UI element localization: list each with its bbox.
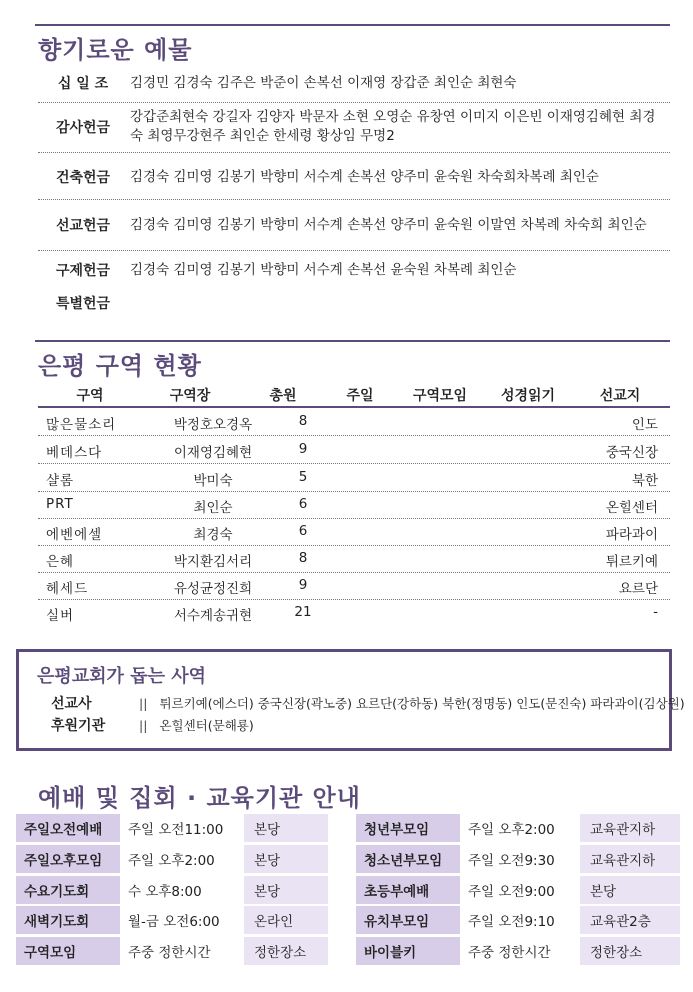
zone-leader: 유성균정진희	[173, 581, 253, 597]
schedule-title: 예배 및 집회 · 교육기관 안내	[38, 784, 361, 812]
zone-leader: 이재영김혜현	[173, 445, 253, 461]
offering-row-building	[38, 166, 668, 188]
divider	[38, 250, 670, 251]
zone-leader: 최인순	[193, 500, 233, 516]
zone-mission: -	[653, 604, 658, 620]
offering-names: 강갑준최현숙 강길자 김양자 박문자 소현 오영순 유창연 이미지 이은빈 이재영김혜현 최경숙 최영무강현주 최인순 한세령 황상임 무명2	[130, 109, 656, 144]
schedule-time: 주중 정한시간	[460, 937, 580, 965]
schedule-name: 구역모임	[16, 937, 120, 965]
schedule-name: 청년부모임	[356, 814, 460, 842]
offering-names: 김경숙 김미영 김봉기 박향미 서수계 손복선 양주미 윤숙원 차숙희차복례 최인순	[130, 168, 599, 185]
support-label: 후원기관	[51, 718, 106, 734]
zone-name: PRT	[46, 496, 74, 512]
schedule-name: 유치부모임	[356, 906, 460, 934]
schedule-time: 주일 오후2:00	[120, 845, 244, 873]
zone-name: 에벤에셀	[46, 527, 103, 543]
schedule-place: 정한장소	[580, 937, 680, 965]
zones-table-header	[38, 382, 670, 408]
header-mission: 선교지	[599, 388, 641, 404]
schedule-name: 주일오후모임	[16, 845, 120, 873]
offering-names: 김경숙 김미영 김봉기 박향미 서수계 손복선 양주미 윤숙원 이말연 차복례 차숙희 최인순	[130, 216, 647, 233]
schedule-name: 청소년부모임	[356, 845, 460, 873]
table-row	[38, 572, 670, 600]
zone-total: 5	[298, 469, 308, 485]
header-total: 총원	[269, 388, 297, 404]
zone-mission: 중국신장	[605, 445, 658, 461]
table-row	[38, 491, 670, 519]
zones-title: 은평 구역 현황	[38, 352, 202, 380]
support-separator: ||	[139, 717, 148, 733]
schedule-place: 본당	[244, 876, 328, 904]
zones-top-rule	[35, 340, 670, 342]
zone-leader: 서수계송귀현	[173, 608, 253, 624]
offering-row-relief	[38, 259, 668, 281]
schedule-time: 주중 정한시간	[120, 937, 244, 965]
offering-row-mission	[38, 205, 668, 245]
offering-names: 김경민 김경숙 김주은 박준이 손복선 이재영 장갑준 최인순 최현숙	[130, 74, 517, 91]
offering-label: 감사헌금	[55, 120, 111, 136]
schedule-time: 주일 오전9:10	[460, 906, 580, 934]
zone-name: 베데스다	[46, 445, 103, 461]
offering-row-tithe	[38, 72, 668, 94]
offering-label: 십 일 조	[57, 76, 109, 92]
table-row	[38, 518, 670, 546]
offerings-title: 향기로운 예물	[38, 36, 193, 64]
zone-mission: 요르단	[618, 581, 658, 597]
zone-leader: 박지환김서리	[173, 554, 253, 570]
header-leader: 구역장	[169, 388, 211, 404]
zone-mission: 온힐센터	[605, 500, 658, 516]
zone-name: 샬롬	[46, 473, 75, 489]
schedule-place: 온라인	[244, 906, 328, 934]
zone-name: 헤세드	[46, 581, 89, 597]
table-row	[38, 464, 670, 492]
zone-leader: 박미숙	[193, 473, 233, 489]
table-row	[38, 408, 670, 436]
zone-total: 8	[298, 413, 308, 429]
schedule-name: 초등부예배	[356, 876, 460, 904]
zone-total: 8	[298, 550, 308, 566]
zone-mission: 인도	[631, 417, 658, 433]
zone-total: 9	[298, 577, 308, 593]
schedule-time: 월-금 오전6:00	[120, 906, 244, 934]
divider	[38, 102, 670, 103]
zone-total: 21	[294, 604, 312, 620]
header-zone: 구역	[76, 388, 104, 404]
support-title: 은평교회가 돕는 사역	[37, 666, 207, 687]
zone-mission: 파라과이	[605, 527, 658, 543]
table-row	[38, 545, 670, 573]
support-box	[16, 649, 685, 751]
table-row	[38, 599, 670, 626]
divider	[38, 152, 670, 153]
zone-total: 9	[298, 441, 308, 457]
zone-mission: 북한	[631, 473, 658, 489]
support-row-agency	[51, 715, 254, 735]
header-bible: 성경읽기	[500, 388, 556, 404]
support-row-missionary	[51, 693, 685, 713]
zone-name: 은혜	[46, 554, 75, 570]
offering-label: 선교헌금	[55, 218, 111, 234]
schedule-place: 교육관2층	[580, 906, 680, 934]
offerings-top-rule	[35, 24, 670, 26]
zone-total: 6	[298, 496, 308, 512]
offering-row-special	[38, 292, 668, 314]
divider	[38, 199, 670, 200]
offering-label: 구제헌금	[55, 263, 111, 279]
schedule-place: 본당	[244, 814, 328, 842]
support-text: 튀르키예(에스더) 중국신장(곽노중) 요르단(강하동) 북한(정명동) 인도(문진숙) 파라과이(김상원)	[159, 696, 685, 711]
schedule-time: 주일 오후2:00	[460, 814, 580, 842]
schedule-name: 새벽기도회	[16, 906, 120, 934]
schedule-name: 바이블키	[356, 937, 460, 965]
offering-label: 특별헌금	[55, 296, 111, 312]
header-meeting: 구역모임	[412, 388, 468, 404]
zone-leader: 최경숙	[193, 527, 233, 543]
schedule-time: 주일 오전9:00	[460, 876, 580, 904]
offering-label: 건축헌금	[55, 170, 111, 186]
schedule-place: 본당	[580, 876, 680, 904]
schedule-place: 교육관지하	[580, 845, 680, 873]
support-label: 선교사	[51, 696, 92, 712]
schedule-time: 수 오후8:00	[120, 876, 244, 904]
zone-name: 많은물소리	[46, 417, 117, 433]
schedule-place: 본당	[244, 845, 328, 873]
offering-row-thanks	[38, 107, 668, 147]
support-separator: ||	[139, 695, 148, 711]
schedule-name: 수요기도회	[16, 876, 120, 904]
zone-name: 실버	[46, 608, 75, 624]
schedule-place: 교육관지하	[580, 814, 680, 842]
offering-names: 김경숙 김미영 김봉기 박향미 서수계 손복선 윤숙원 차복례 최인순	[130, 261, 517, 278]
schedule-time: 주일 오전9:30	[460, 845, 580, 873]
support-text: 온힐센터(문해룡)	[159, 718, 254, 733]
zone-leader: 박정호오경옥	[173, 417, 253, 433]
schedule-time: 주일 오전11:00	[120, 814, 244, 842]
header-sunday: 주일	[346, 388, 374, 404]
schedule-name: 주일오전예배	[16, 814, 120, 842]
schedule-place: 정한장소	[244, 937, 328, 965]
table-row	[38, 436, 670, 464]
zone-mission: 튀르키예	[605, 554, 658, 570]
zone-total: 6	[298, 523, 308, 539]
